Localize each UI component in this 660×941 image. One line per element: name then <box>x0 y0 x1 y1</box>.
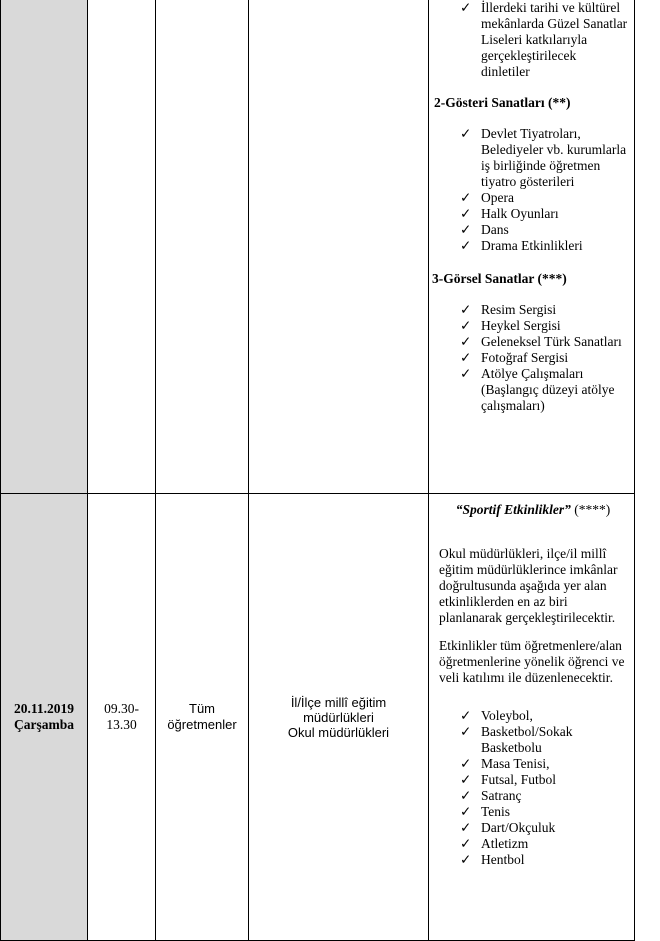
list-item <box>432 756 628 772</box>
audience-line2: öğretmenler <box>167 717 237 732</box>
list-item <box>432 836 628 852</box>
check-icon: ✓ <box>460 756 472 771</box>
check-icon: ✓ <box>460 206 472 221</box>
list-item <box>432 772 628 788</box>
sportif-title-text: “Sportif Etkinlikler” <box>455 502 571 517</box>
check-icon: ✓ <box>460 350 472 365</box>
check-icon: ✓ <box>460 804 472 819</box>
list-item <box>432 126 628 190</box>
list-item-text: Resim Sergisi <box>481 302 557 317</box>
day-text: Çarşamba <box>13 717 74 732</box>
check-icon: ✓ <box>460 852 472 867</box>
list-item <box>432 724 628 756</box>
list-item <box>432 366 628 414</box>
list-item-text: Tenis <box>481 804 511 819</box>
list-item-text: Hentbol <box>481 852 525 867</box>
list-item <box>432 238 628 254</box>
check-icon: ✓ <box>460 366 472 381</box>
date-cell <box>1 494 87 940</box>
sportif-title-suffix: (****) <box>570 502 611 517</box>
list-item <box>432 318 628 334</box>
time-cell <box>88 494 155 940</box>
list-item-text: Halk Oyunları <box>481 206 559 221</box>
column-divider-4 <box>428 0 429 941</box>
sportif-paragraph-2: Etkinlikler tüm öğretmenlere/alan öğretmenlerine yönelik öğrenci ve veli katılımı ile düzenlenecektir. <box>439 638 625 685</box>
check-icon: ✓ <box>460 222 472 237</box>
list-item-text: Heykel Sergisi <box>481 318 561 333</box>
organizer-line1: İl/İlçe millî eğitim <box>290 694 387 710</box>
list-item-text: Atletizm <box>481 836 529 851</box>
list-item <box>432 708 628 724</box>
check-icon: ✓ <box>460 0 472 15</box>
list-item <box>432 788 628 804</box>
list-item <box>432 350 628 366</box>
gosteri-sanatlari-heading: 2-Gösteri Sanatları (**) <box>434 95 571 110</box>
gorsel-sanatlar-list <box>432 302 628 414</box>
list-item <box>432 190 628 206</box>
row1-content <box>432 0 628 414</box>
list-item-text: İllerdeki tarihi ve kültürel mekânlarda Güzel Sanatlar Liseleri katkılarıyla gerçekleştirilecek dinletiler <box>481 0 628 79</box>
list-item <box>432 302 628 318</box>
time-start: 09.30- <box>104 701 139 716</box>
check-icon: ✓ <box>460 238 472 253</box>
list-item-text: Dans <box>481 222 509 237</box>
list-item-text: Dart/Okçuluk <box>481 820 556 835</box>
organizer-cell <box>249 494 428 940</box>
check-icon: ✓ <box>460 126 472 141</box>
time-end: 13.30 <box>106 717 137 732</box>
list-item-text: Opera <box>481 190 514 205</box>
sportif-paragraph-1: Okul müdürlükleri, ilçe/il millî eğitim müdürlüklerince imkânlar doğrultusunda aşağıda yer alan etkinliklerden en az biri planlanarak gerçekleştirilecektir. <box>439 546 618 625</box>
gorsel-sanatlar-heading: 3-Görsel Sanatlar (***) <box>432 271 567 286</box>
list-item <box>432 206 628 222</box>
list-item-text: Drama Etkinlikleri <box>481 238 583 253</box>
list-item-text: Basketbol/Sokak Basketbolu <box>481 724 573 755</box>
list-item-text: Masa Tenisi, <box>481 756 550 771</box>
list-item-text: Satranç <box>481 788 522 803</box>
row2-content <box>432 502 628 868</box>
list-item-text: Futsal, Futbol <box>481 772 557 787</box>
check-icon: ✓ <box>460 190 472 205</box>
list-item <box>432 0 628 80</box>
sports-list <box>432 708 628 868</box>
check-icon: ✓ <box>460 772 472 787</box>
list-item-text: Fotoğraf Sergisi <box>481 350 569 365</box>
check-icon: ✓ <box>460 334 472 349</box>
check-icon: ✓ <box>460 318 472 333</box>
check-icon: ✓ <box>460 820 472 835</box>
check-icon: ✓ <box>460 724 472 739</box>
list-item-text: Devlet Tiyatroları, Belediyeler vb. kurumlarla iş birliğinde öğretmen tiyatro gösterileri <box>481 126 627 189</box>
sportif-title <box>432 502 634 518</box>
list-item <box>432 222 628 238</box>
audience-cell <box>156 494 248 940</box>
list-item <box>432 334 628 350</box>
date-cell-shade-top <box>0 0 87 493</box>
gosteri-sanatlari-list <box>432 126 628 254</box>
check-icon: ✓ <box>460 708 472 723</box>
list-item-text: Voleybol, <box>481 708 533 723</box>
dinleti-list <box>432 0 628 80</box>
list-item <box>432 852 628 868</box>
check-icon: ✓ <box>460 788 472 803</box>
list-item-text: Atölye Çalışmaları (Başlangıç düzeyi atölye çalışmaları) <box>481 366 615 413</box>
organizer-line3: Okul müdürlükleri <box>287 724 390 740</box>
list-item <box>432 804 628 820</box>
date-text: 20.11.2019 <box>13 701 74 716</box>
check-icon: ✓ <box>460 302 472 317</box>
list-item-text: Geleneksel Türk Sanatları <box>481 334 622 349</box>
organizer-line2: müdürlükleri <box>303 709 374 725</box>
check-icon: ✓ <box>460 836 472 851</box>
list-item <box>432 820 628 836</box>
audience-line1: Tüm <box>189 701 215 716</box>
table-border-right <box>634 0 635 941</box>
